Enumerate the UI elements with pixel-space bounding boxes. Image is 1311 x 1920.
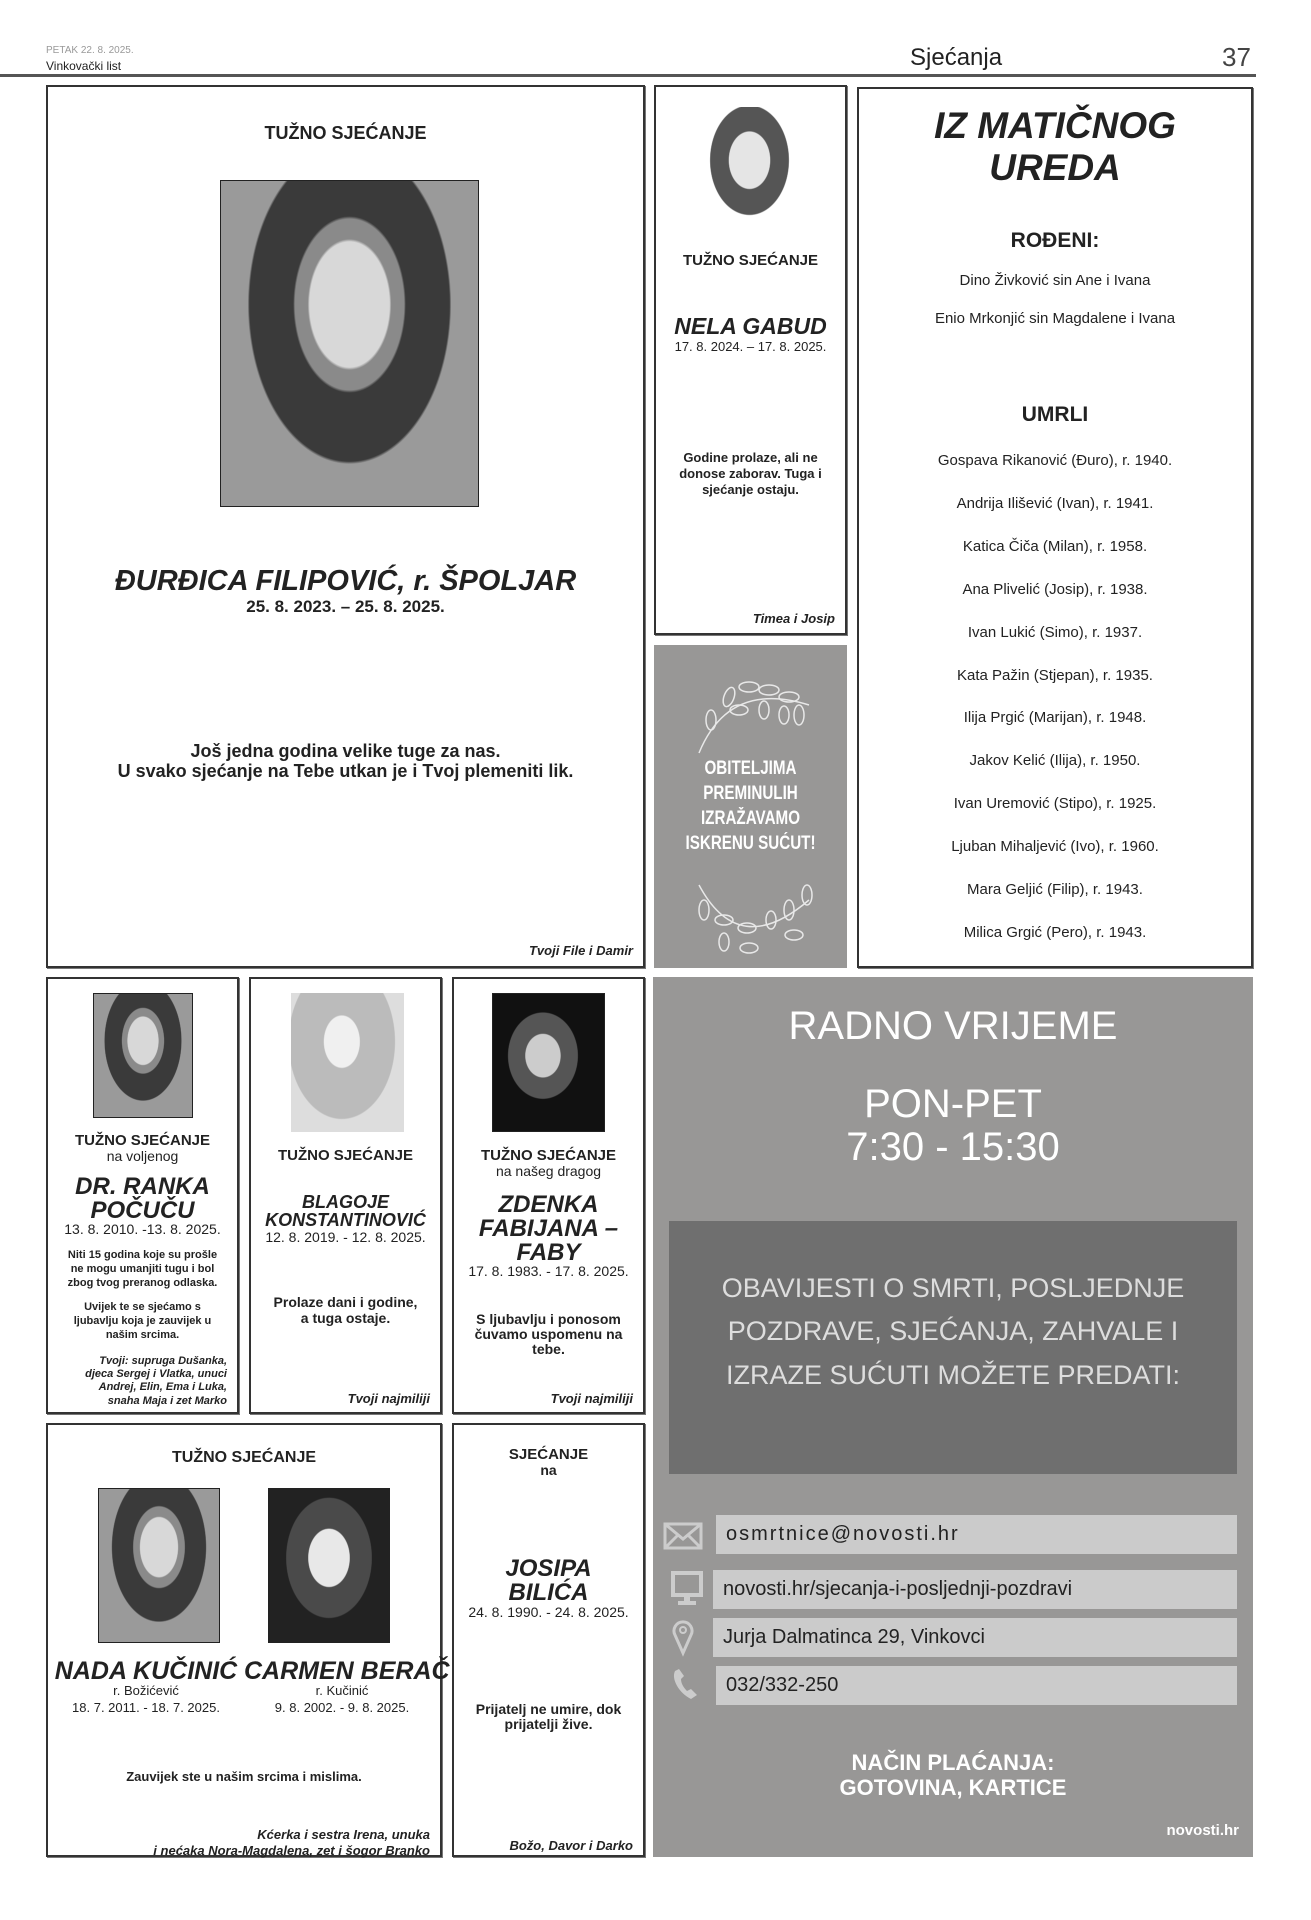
memorial-text: zbog tvog preranog odlaska. [67, 1277, 218, 1289]
maiden-name: r. Božićević [113, 1683, 179, 1698]
signature-line: djeca Sergej i Vlatka, unuci [85, 1368, 227, 1381]
mail-icon [663, 1515, 703, 1555]
memorial-label: TUŽNO SJEĆANJE [264, 123, 427, 143]
memorial-text: Niti 15 godina koje su prošle [67, 1249, 218, 1261]
memorial-dates: 17. 8. 2024. – 17. 8. 2025. [674, 339, 827, 354]
memorial-label: TUŽNO SJEĆANJE [480, 1147, 617, 1164]
hours-days: PON-PET [864, 1082, 1042, 1126]
died-entry: Jakov Kelić (Ilija), r. 1950. [969, 752, 1141, 770]
memorial-kucinic-berac [46, 1423, 450, 1858]
memorial-subtitle: na [540, 1462, 557, 1478]
signature: Tvoji najmiliji [347, 1391, 430, 1406]
paper-name: Vinkovački list [46, 59, 122, 73]
address-field: Jurja Dalmatinca 29, Vinkovci [713, 1618, 1237, 1657]
notice-text: OBAVIJESTI O SMRTI, POSLJEDNJE [721, 1273, 1185, 1303]
signature-line: snaha Maja i zet Marko [107, 1394, 227, 1407]
born-entry: Dino Živković sin Ane i Ivana [959, 272, 1151, 289]
died-entry: Mara Geljić (Filip), r. 1943. [967, 881, 1143, 898]
phone-field: 032/332-250 [716, 1666, 1237, 1705]
portrait-photo [291, 993, 404, 1132]
memorial-konstantinovic [249, 977, 442, 1414]
deceased-name: ĐURĐICA FILIPOVIĆ, r. ŠPOLJAR [114, 565, 577, 597]
deceased-name: ZDENKA [498, 1191, 599, 1218]
memorial-text: ljubavlju koja je zauvijek u [73, 1315, 212, 1327]
payment-heading: NAČIN PLAĆANJA: [851, 1750, 1055, 1775]
memorial-quote: a tuga ostaje. [300, 1310, 391, 1326]
leaf-wreath-icon [689, 675, 819, 755]
condolence-text: OBITELJIMA [704, 758, 797, 779]
email-link[interactable]: osmrtnice@novosti.hr [716, 1515, 1237, 1554]
died-entry: Ivan Lukić (Simo), r. 1937. [967, 623, 1143, 641]
signature-line: Kćerka i sestra Irena, unuka [257, 1827, 430, 1842]
notice-text: POZDRAVE, SJEĆANJA, ZAHVALE I [727, 1316, 1179, 1346]
memorial-dates: 18. 7. 2011. - 18. 7. 2025. [72, 1700, 220, 1715]
location-pin-icon [669, 1617, 709, 1657]
section-title: Sjećanja [910, 44, 1003, 71]
died-entry: Andrija Ilišević (Ivan), r. 1941. [956, 494, 1154, 512]
deceased-name: CARMEN BERAČ [244, 1657, 450, 1685]
memorial-label: TUŽNO SJEĆANJE [682, 252, 819, 269]
memorial-quote: donose zaborav. Tuga i [679, 466, 822, 481]
hours-title: RADNO VRIJEME [788, 1004, 1118, 1048]
website-link[interactable]: novosti.hr/sjecanja-i-posljednji-pozdravi [713, 1570, 1237, 1609]
died-entry: Katica Čiča (Milan), r. 1958. [962, 537, 1148, 555]
memorial-dates: 24. 8. 1990. - 24. 8. 2025. [468, 1604, 629, 1620]
memorial-quote: Zauvijek ste u našim srcima i mislima. [126, 1769, 362, 1784]
novosti-logo: novosti.hr [1166, 1822, 1239, 1839]
memorial-text: ne mogu umanjiti tugu i bol [70, 1263, 215, 1275]
memorial-zdenko [452, 977, 645, 1414]
memorial-quote: tebe. [532, 1341, 565, 1357]
signature-line: i nećaka Nora-Magdalena, zet i šogor Branko [153, 1842, 430, 1858]
memorial-pocuca [46, 977, 239, 1414]
portrait-photo [268, 1488, 390, 1643]
signature [153, 1827, 430, 1858]
died-heading: UMRLI [1021, 403, 1089, 426]
memorial-quote: čuvamo uspomenu na [474, 1326, 623, 1342]
memorial-gabud [654, 85, 847, 635]
memorial-text: našim srcima. [105, 1329, 180, 1341]
memorial-filipovic [46, 85, 645, 968]
born-heading: ROĐENI: [1010, 229, 1100, 252]
portrait-photo [98, 1488, 220, 1643]
computer-icon [669, 1569, 709, 1609]
memorial-quote: U svako sjećanje na Tebe utkan je i Tvoj plemeniti lik. [117, 761, 574, 781]
notice-text: IZRAZE SUĆUTI MOŽETE PREDATI: [725, 1360, 1181, 1390]
died-entry: Ana Plivelić (Josip), r. 1938. [962, 580, 1148, 598]
memorial-dates: 12. 8. 2019. - 12. 8. 2025. [265, 1229, 426, 1245]
page-number: 37 [1222, 42, 1251, 72]
memorial-label: SJEĆANJE [508, 1446, 589, 1463]
memorial-text: Uvijek te se sjećamo s [84, 1301, 201, 1313]
portrait-photo [692, 107, 807, 240]
deceased-name: DR. RANKA [75, 1173, 210, 1200]
died-entry: Gospava Rikanović (Đuro), r. 1940. [937, 452, 1173, 469]
registry-office [857, 87, 1253, 968]
deceased-name: BILIĆA [508, 1579, 589, 1606]
signature: Timea i Josip [752, 611, 835, 626]
phone-icon [669, 1665, 709, 1705]
memorial-label: TUŽNO SJEĆANJE [74, 1132, 211, 1149]
condolence-text: ISKRENU SUĆUT! [685, 833, 816, 854]
deceased-name: NELA GABUD [674, 313, 827, 339]
signature [85, 1355, 227, 1408]
signature-line: Andrej, Elin, Ema i Luka, [98, 1381, 227, 1394]
registry-title: IZ MATIČNOG [934, 105, 1176, 146]
working-hours-panel [653, 977, 1253, 1857]
portrait-photo [492, 993, 605, 1132]
died-entry: Ljuban Mihaljević (Ivo), r. 1960. [951, 838, 1159, 856]
memorial-quote: S ljubavlju i ponosom [476, 1311, 621, 1327]
condolence-text: IZRAŽAVAMO [700, 808, 801, 829]
memorial-quote: Godine prolaze, ali ne [683, 450, 818, 465]
hours-time: 7:30 - 15:30 [846, 1125, 1060, 1169]
condolence-text: PREMINULIH [703, 783, 798, 804]
deceased-name: BLAGOJE [301, 1192, 389, 1212]
deceased-name: JOSIPA [505, 1555, 592, 1582]
portrait-photo [93, 993, 193, 1118]
memorial-subtitle: na voljenog [106, 1148, 179, 1164]
memorial-quote: sjećanje ostaju. [702, 482, 799, 497]
memorial-dates: 17. 8. 1983. - 17. 8. 2025. [468, 1263, 629, 1279]
died-entry: Ilija Prgić (Marijan), r. 1948. [963, 709, 1147, 727]
memorial-label: TUŽNO SJEĆANJE [171, 1449, 317, 1466]
signature: Tvoji File i Damir [528, 943, 633, 958]
memorial-bilic [452, 1423, 645, 1857]
memorial-quote: Još jedna godina velike tuge za nas. [190, 741, 501, 761]
notice-box [669, 1221, 1237, 1474]
maiden-name: r. Kučinić [315, 1683, 369, 1698]
issue-date: PETAK 22. 8. 2025. [46, 45, 134, 56]
condolence-panel [654, 645, 847, 968]
memorial-dates: 25. 8. 2023. – 25. 8. 2025. [246, 597, 445, 616]
leaf-wreath-icon [689, 880, 819, 955]
memorial-label: TUŽNO SJEĆANJE [277, 1147, 414, 1164]
memorial-dates: 9. 8. 2002. - 9. 8. 2025. [274, 1700, 410, 1715]
deceased-name: POČUČU [90, 1197, 195, 1224]
signature: Tvoji najmiliji [550, 1391, 633, 1406]
signature-line: Tvoji: supruga Dušanka, [99, 1355, 227, 1367]
payment-methods: GOTOVINA, KARTICE [839, 1775, 1067, 1800]
memorial-quote: prijatelji žive. [504, 1716, 593, 1732]
memorial-subtitle: na našeg dragog [495, 1163, 602, 1179]
header-rule [0, 74, 1256, 77]
deceased-name: KONSTANTINOVIĆ [265, 1210, 426, 1230]
signature: Božo, Davor i Darko [509, 1838, 633, 1853]
died-entry: Milica Grgić (Pero), r. 1943. [963, 923, 1147, 941]
deceased-name: FABY [516, 1239, 581, 1266]
memorial-dates: 13. 8. 2010. -13. 8. 2025. [64, 1221, 221, 1237]
portrait-photo [220, 180, 479, 507]
born-entry: Enio Mrkonjić sin Magdalene i Ivana [934, 310, 1176, 327]
memorial-quote: Prolaze dani i godine, [273, 1294, 418, 1310]
died-entry: Kata Pažin (Stjepan), r. 1935. [957, 666, 1153, 684]
memorial-quote: Prijatelj ne umire, dok [475, 1701, 622, 1717]
died-entry: Ivan Uremović (Stipo), r. 1925. [953, 795, 1157, 813]
deceased-name: NADA KUČINIĆ [54, 1657, 238, 1685]
deceased-name: FABIJANA – [478, 1215, 619, 1242]
registry-title: UREDA [989, 147, 1121, 188]
